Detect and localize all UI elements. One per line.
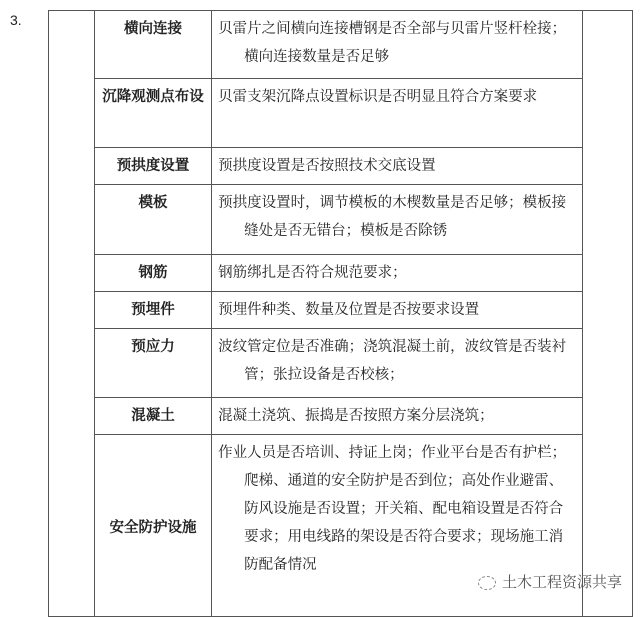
item-label: 混凝土 bbox=[131, 407, 175, 424]
item-cell bbox=[94, 11, 211, 79]
table-row bbox=[49, 11, 633, 79]
desc-cell bbox=[212, 185, 583, 255]
item-label: 预应力 bbox=[131, 338, 175, 355]
item-label: 安全防护设施 bbox=[109, 518, 197, 536]
desc-text: 预埋件种类、数量及位置是否按要求设置 bbox=[218, 302, 480, 318]
wechat-icon bbox=[478, 576, 496, 590]
desc-text: 波纹管定位是否准确；浇筑混凝土前，波纹管是否装衬管；张拉设备是否校核； bbox=[218, 339, 567, 383]
desc-text: 混凝土浇筑、振捣是否按照方案分层浇筑； bbox=[218, 408, 494, 424]
table-row bbox=[49, 185, 633, 255]
desc-cell bbox=[212, 329, 583, 398]
desc-cell bbox=[212, 398, 583, 435]
desc-text: 预拱度设置时，调节模板的木楔数量是否足够；模板接缝处是否无错台；模板是否除锈 bbox=[218, 195, 567, 239]
inspection-table bbox=[48, 10, 633, 617]
item-cell bbox=[94, 255, 211, 292]
item-label: 预埋件 bbox=[131, 301, 175, 318]
desc-cell bbox=[212, 292, 583, 329]
table-row bbox=[49, 398, 633, 435]
table-row bbox=[49, 292, 633, 329]
desc-text: 贝雷支架沉降点设置标识是否明显且符合方案要求 bbox=[218, 89, 538, 105]
item-cell bbox=[94, 398, 211, 435]
item-label: 沉降观测点布设 bbox=[102, 88, 204, 105]
item-label: 模板 bbox=[138, 194, 168, 211]
desc-text: 预拱度设置是否按照技术交底设置 bbox=[218, 158, 436, 174]
table-row bbox=[49, 329, 633, 398]
watermark bbox=[478, 571, 622, 592]
item-cell bbox=[94, 329, 211, 398]
item-cell bbox=[94, 292, 211, 329]
desc-cell bbox=[212, 148, 583, 185]
desc-text: 钢筋绑扎是否符合规范要求； bbox=[218, 265, 407, 281]
desc-cell bbox=[212, 79, 583, 148]
item-cell bbox=[94, 79, 211, 148]
desc-cell bbox=[212, 255, 583, 292]
desc-cell bbox=[212, 11, 583, 79]
watermark-text: 土木工程资源共享 bbox=[501, 574, 622, 591]
item-label: 横向连接 bbox=[124, 20, 182, 37]
item-cell bbox=[94, 148, 211, 185]
item-cell bbox=[94, 185, 211, 255]
table-row bbox=[49, 79, 633, 148]
blank-cell bbox=[583, 11, 633, 617]
desc-text: 贝雷片之间横向连接槽钢是否全部与贝雷片竖杆栓接；横向连接数量是否足够 bbox=[218, 21, 567, 65]
item-label: 预拱度设置 bbox=[116, 157, 190, 174]
blank-cell bbox=[49, 11, 95, 617]
desc-text: 作业人员是否培训、持证上岗；作业平台是否有护栏；爬梯、通道的安全防护是否到位；高处作业避雷、防风设施是否设置；开关箱、配电箱设置是否符合要求；用电线路的架设是否符合要求；现场施工消防配备情况 bbox=[218, 445, 567, 573]
table-row bbox=[49, 148, 633, 185]
section-number: 3. bbox=[10, 12, 22, 28]
item-cell bbox=[94, 435, 211, 617]
table-row bbox=[49, 255, 633, 292]
item-label: 钢筋 bbox=[138, 264, 168, 281]
